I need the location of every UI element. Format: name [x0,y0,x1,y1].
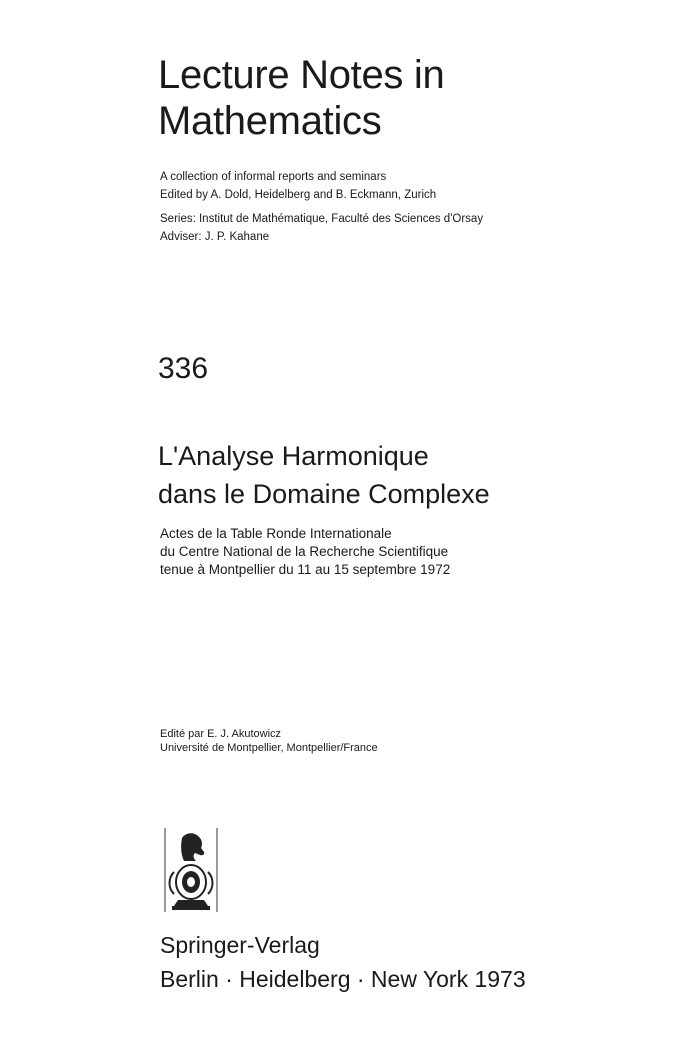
editor-affiliation: Université de Montpellier, Montpellier/France [160,742,378,754]
volume-number: 336 [158,352,209,385]
publisher-name: Springer-Verlag [160,932,320,958]
series-editors: Edited by A. Dold, Heidelberg and B. Eckmann, Zurich [160,189,437,201]
editor-name: Edité par E. J. Akutowicz [160,728,282,740]
series-info [160,168,483,246]
publisher [160,928,526,996]
book-title [158,437,490,513]
series-adviser: Adviser: J. P. Kahane [160,231,270,243]
series-description: A collection of informal reports and seminars [160,171,387,183]
series-title-line-1: Lecture Notes in [158,53,445,97]
series-title-line-2: Mathematics [158,99,382,143]
book-title-line-1: L'Analyse Harmonique [158,441,429,471]
book-subtitle [160,525,450,579]
volume-editor [160,727,378,755]
series-institution: Series: Institut de Mathématique, Faculté des Sciences d'Orsay [160,213,484,225]
book-title-line-2: dans le Domaine Complexe [158,479,490,509]
publisher-cities-year: Berlin · Heidelberg · New York 1973 [160,966,526,992]
series-title [158,52,444,144]
book-subtitle-line-1: Actes de la Table Ronde Internationale [160,526,392,541]
springer-knight-logo-icon [162,826,220,914]
book-subtitle-line-2: du Centre National de la Recherche Scientifique [160,544,449,559]
book-subtitle-line-3: tenue à Montpellier du 11 au 15 septembre 1972 [160,562,451,577]
